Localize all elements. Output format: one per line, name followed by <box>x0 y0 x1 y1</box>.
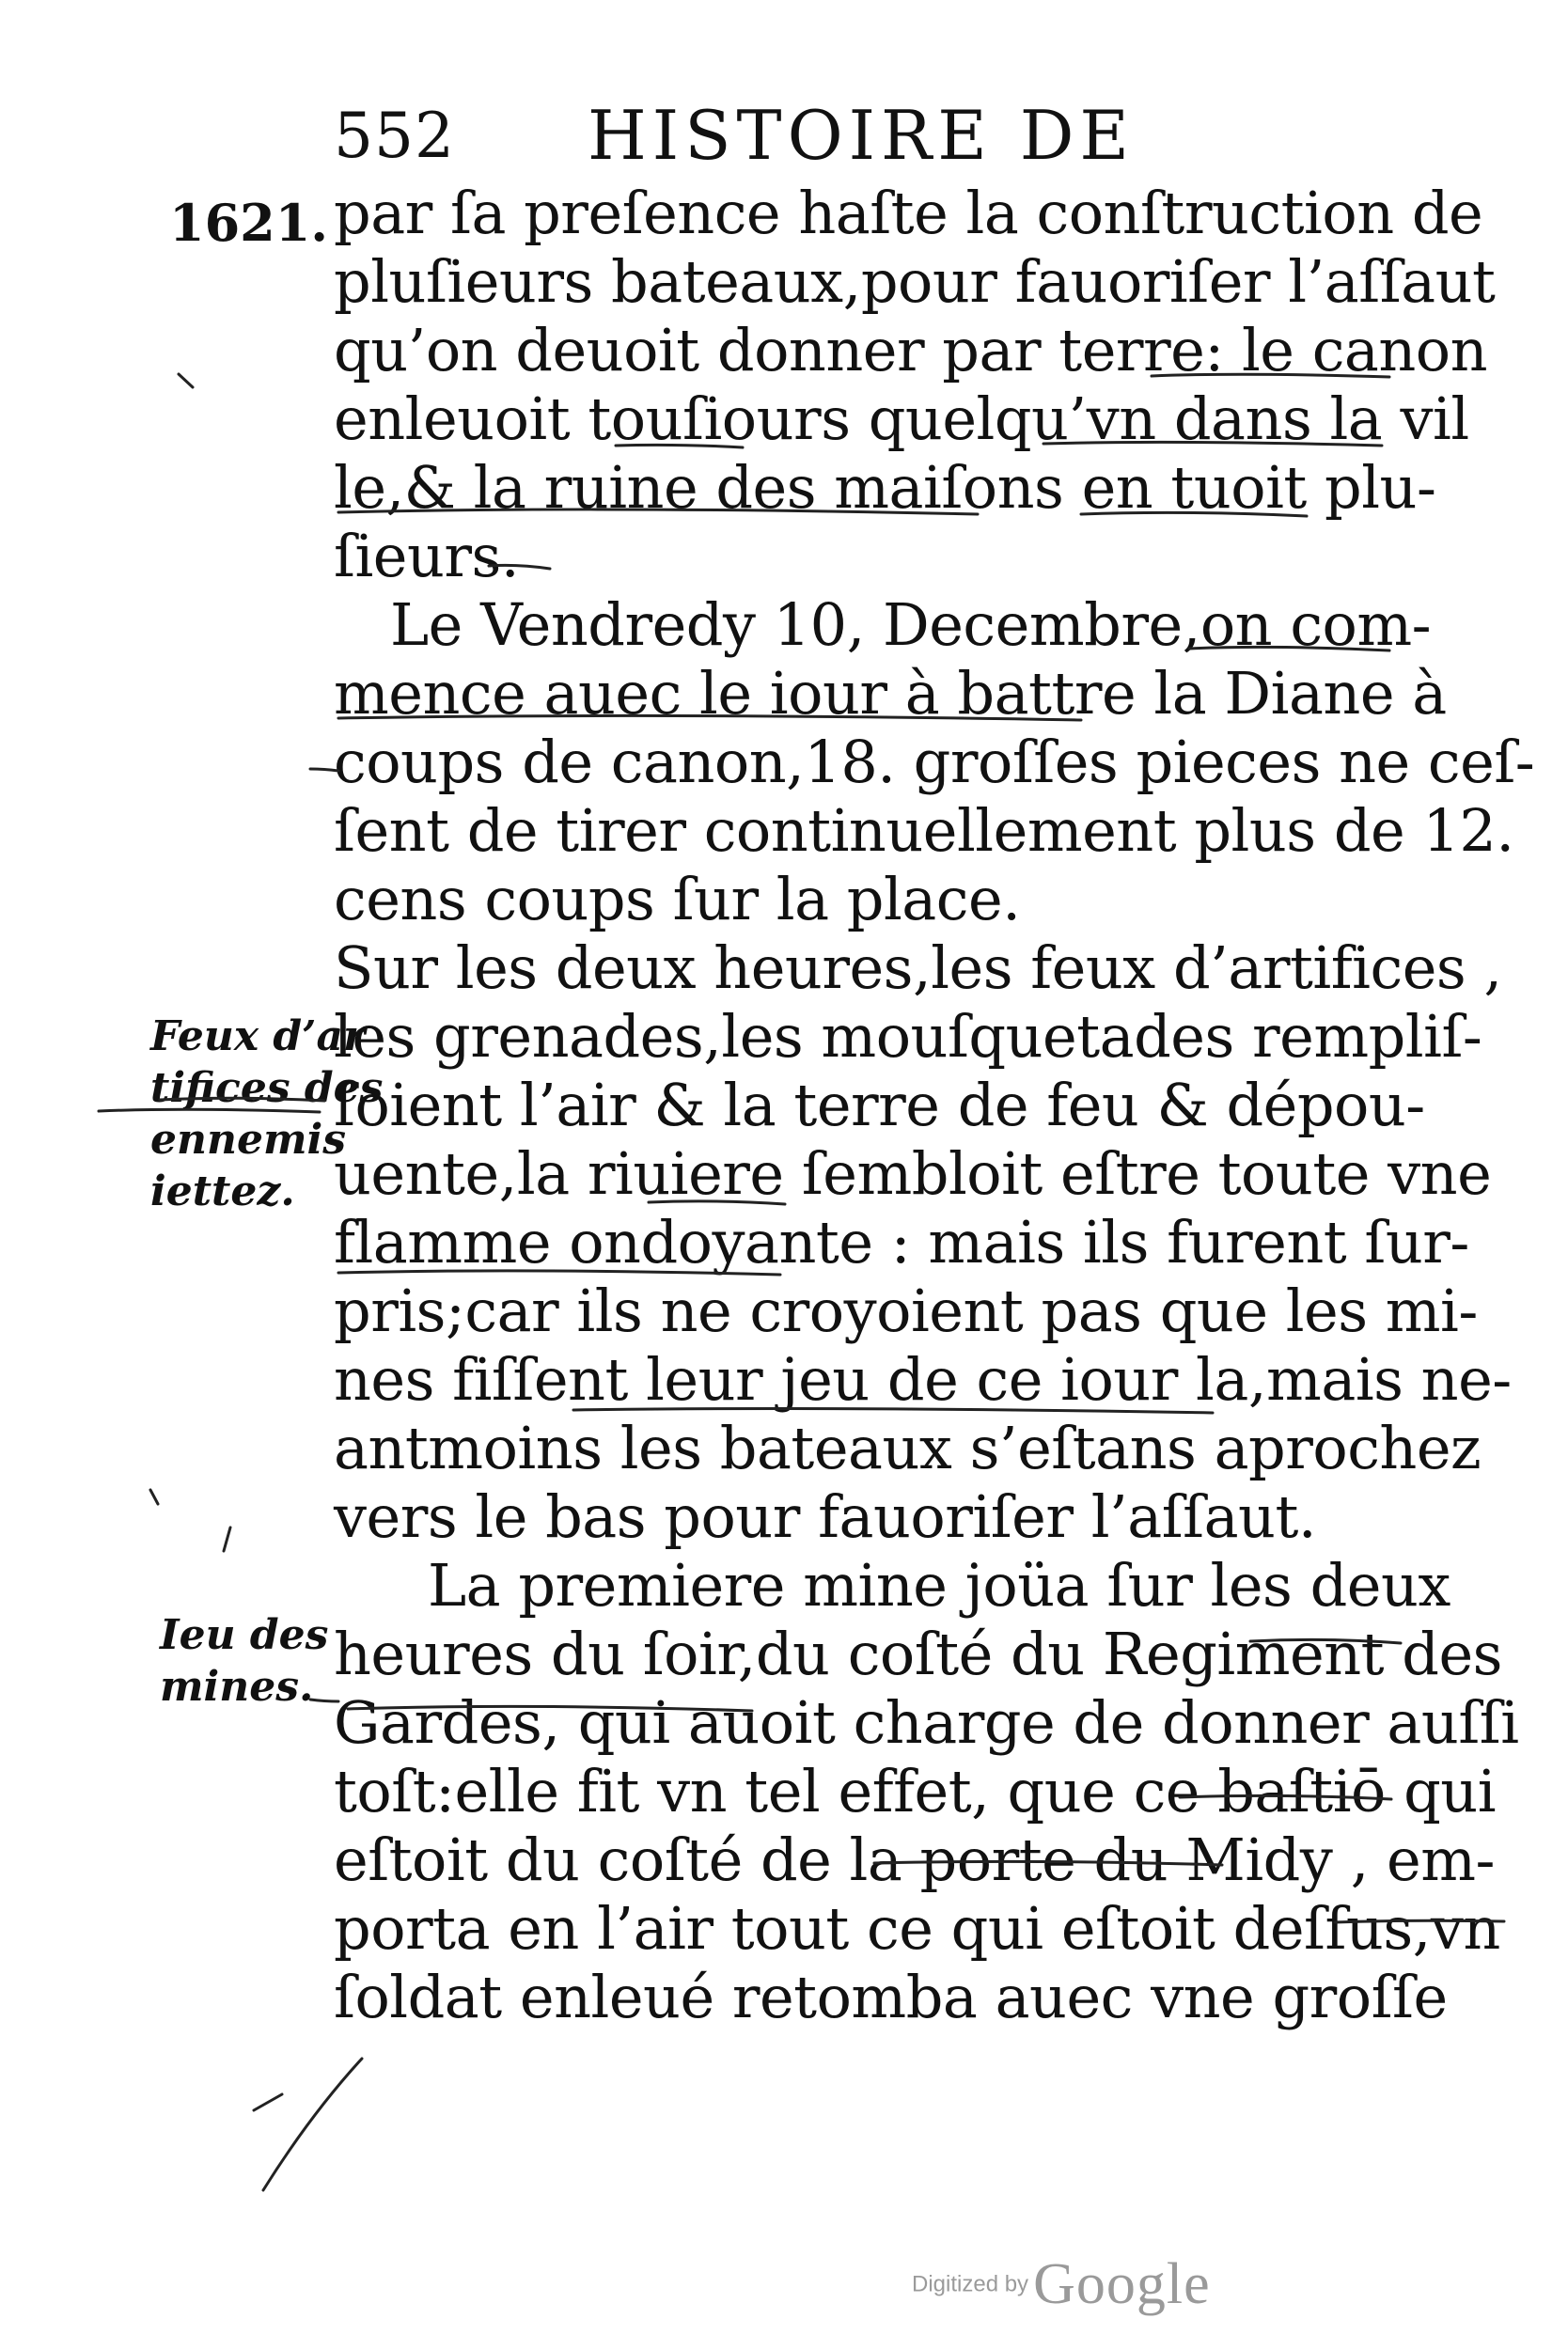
paragraph-start-line: La premiere mine joüa ſur les deux <box>428 1551 1450 1620</box>
text-line: le,& la ruine des maiſons en tuoit plu- <box>334 453 1436 522</box>
text-line: cens coups ſur la place. <box>334 865 1021 933</box>
pen-trail-mark <box>263 2059 362 2190</box>
text-line: par ſa preſence haſte la conſtruction de <box>334 179 1483 247</box>
text-line: uente,la riuiere ſembloit eſtre toute vne <box>334 1139 1492 1208</box>
margin-note-feux-artifices <box>150 1010 383 1217</box>
text-line: toſt:elle fit vn tel effet, que ce baſtiō qui <box>334 1757 1497 1825</box>
google-logo: Google <box>1033 2252 1211 2316</box>
watermark-prefix: Digitized by <box>912 2271 1029 2297</box>
margin-year: 1621. <box>169 193 329 253</box>
margin-note-line: ennemis <box>150 1116 347 1164</box>
text-line: ſent de tirer continuellement plus de 12. <box>334 796 1514 865</box>
paragraph-start-line: Sur les deux heures,les feux d’artifices , <box>334 933 1502 1002</box>
paragraph-start-line: Le Vendredy 10, Decembre,on com- <box>390 590 1432 659</box>
tick-mark <box>150 1490 158 1504</box>
text-line: nes fiſſent leur jeu de ce iour la,mais ne- <box>334 1345 1512 1414</box>
margin-note-line: Ieu des <box>160 1611 329 1659</box>
text-line: antmoins les bateaux s’eſtans aprochez <box>334 1414 1482 1482</box>
tick-mark <box>179 374 193 387</box>
text-line: les grenades,les mouſquetades rempliſ- <box>334 1002 1482 1071</box>
text-line: ſoldat enleué retomba auec vne groſſe <box>334 1963 1448 2031</box>
text-line: enleuoit touſiours quelqu’vn dans la vil <box>334 384 1469 453</box>
margin-note-line: iettez. <box>150 1167 295 1215</box>
text-line: Gardes, qui auoit charge de donner auſſi <box>334 1688 1519 1757</box>
text-line: pris;car ils ne croyoient pas que les mi- <box>334 1277 1478 1345</box>
digitized-by-google-watermark <box>912 2251 1211 2326</box>
text-line: porta en l’air tout ce qui eſtoit deſſus,vn <box>334 1894 1500 1963</box>
text-line: vers le bas pour fauoriſer l’aſſaut. <box>334 1482 1317 1551</box>
page-number: 552 <box>334 100 455 172</box>
margin-note-line: Feux d’ar <box>150 1012 366 1060</box>
text-line: flamme ondoyante : mais ils furent ſur- <box>334 1208 1469 1277</box>
text-line: ſoient l’air & la terre de feu & dépou- <box>334 1071 1425 1139</box>
text-line: coups de canon,18. groſſes pieces ne ceſ- <box>334 728 1535 796</box>
margin-note-jeu-mines <box>160 1609 328 1713</box>
text-line: qu’on deuoit donner par terre: le canon <box>334 316 1488 384</box>
body-text <box>334 179 1535 2031</box>
text-line: pluſieurs bateaux,pour fauoriſer l’aſſaut <box>334 247 1496 316</box>
text-line: mence auec le iour à battre la Diane à <box>334 659 1447 728</box>
pen-trail-mark <box>254 2094 282 2110</box>
text-line: eſtoit du coſté de la porte du Midy , em- <box>334 1825 1495 1894</box>
text-line: heures du ſoir,du coſté du Regiment des <box>334 1620 1502 1688</box>
running-head: HISTOIRE DE <box>588 96 1135 175</box>
margin-note-line: tifices des <box>150 1064 384 1112</box>
text-line: ſieurs. <box>334 522 520 590</box>
tick-mark <box>224 1528 230 1551</box>
margin-note-line: mines. <box>160 1663 314 1711</box>
